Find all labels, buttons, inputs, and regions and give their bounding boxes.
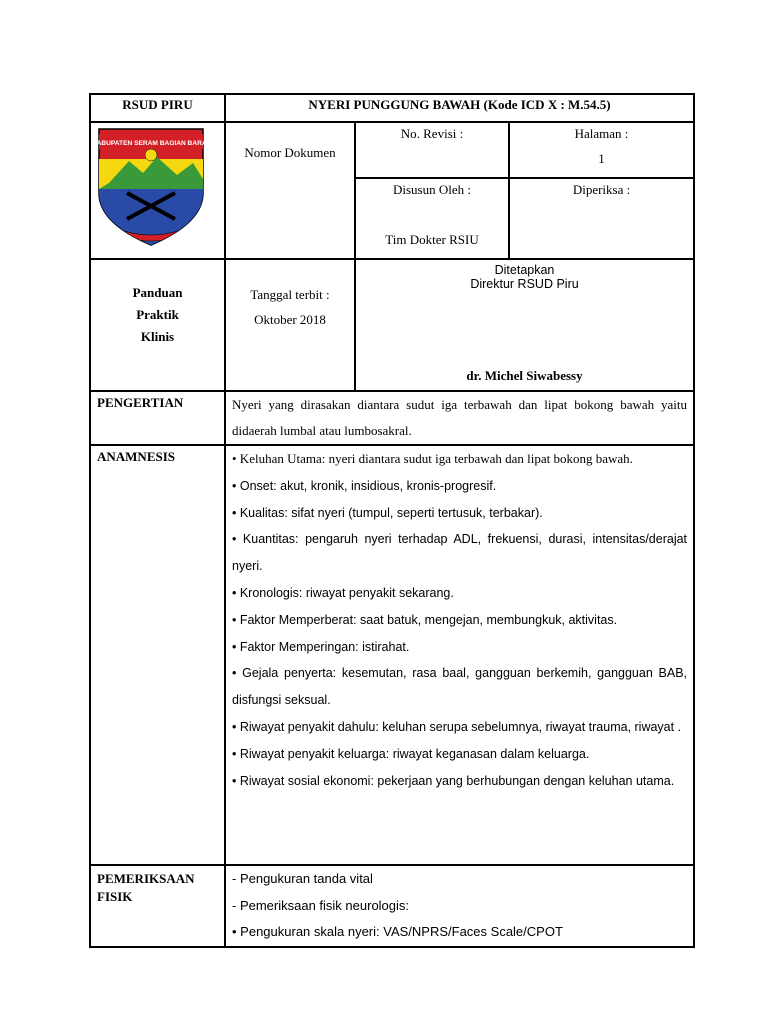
anamnesis-label: ANAMNESIS bbox=[90, 445, 225, 865]
anamnesis-item: • Onset: akut, kronik, insidious, kronis-progresif. bbox=[232, 478, 497, 493]
tanggal-terbit-value: Oktober 2018 bbox=[254, 312, 326, 327]
regency-emblem-logo bbox=[91, 123, 222, 251]
anamnesis-item: • Riwayat sosial ekonomi: pekerjaan yang berhubungan dengan keluhan utama. bbox=[232, 773, 675, 788]
diperiksa-label: Diperiksa : bbox=[509, 178, 694, 259]
pemeriksaan-label-line-1: PEMERIKSAAN bbox=[97, 871, 195, 886]
anamnesis-content bbox=[225, 445, 694, 865]
anamnesis-item: • Kualitas: sifat nyeri (tumpul, seperti tertusuk, terbakar). bbox=[232, 505, 543, 520]
anamnesis-item: • Gejala penyerta: kesemutan, rasa baal, gangguan berkemih, gangguan BAB, disfungsi seksual. bbox=[232, 666, 688, 708]
ppk-line-1: Panduan bbox=[132, 285, 183, 300]
anamnesis-item: • Keluhan Utama: nyeri diantara sudut iga terbawah dan lipat bokong bawah. bbox=[232, 451, 633, 466]
nomor-dokumen-label: Nomor Dokumen bbox=[225, 122, 355, 259]
disusun-label: Disusun Oleh : bbox=[393, 182, 471, 197]
halaman-value: 1 bbox=[598, 151, 605, 166]
pemeriksaan-item: • Pengukuran skala nyeri: VAS/NPRS/Faces Scale/CPOT bbox=[232, 924, 563, 939]
ppk-title-cell bbox=[90, 259, 225, 391]
logo-cell bbox=[90, 122, 225, 259]
tanggal-terbit-label: Tanggal terbit : bbox=[250, 287, 330, 302]
signer-name: dr. Michel Siwabessy bbox=[466, 368, 583, 383]
ppk-line-2: Praktik bbox=[136, 307, 179, 322]
pemeriksaan-label bbox=[90, 865, 225, 947]
anamnesis-item: • Kronologis: riwayat penyakit sekarang. bbox=[232, 585, 454, 600]
pemeriksaan-label-line-2: FISIK bbox=[97, 889, 133, 904]
pemeriksaan-item: - Pemeriksaan fisik neurologis: bbox=[232, 897, 410, 913]
pemeriksaan-item: - Pengukuran tanda vital bbox=[232, 871, 373, 886]
ditetapkan-label: Ditetapkan bbox=[494, 263, 555, 277]
anamnesis-item: • Riwayat penyakit dahulu: keluhan serupa sebelumnya, riwayat trauma, riwayat . bbox=[232, 719, 682, 734]
anamnesis-item: • Faktor Memperberat: saat batuk, mengejan, membungkuk, aktivitas. bbox=[232, 612, 618, 627]
pengertian-text: Nyeri yang dirasakan diantara sudut iga terbawah dan lipat bokong bawah yaitu didaerah lumbal atau lumbosakral. bbox=[225, 391, 694, 445]
pemeriksaan-content bbox=[225, 865, 694, 947]
direktur-label: Direktur RSUD Piru bbox=[470, 277, 579, 291]
ppk-document-table bbox=[89, 93, 695, 948]
disusun-value: Tim Dokter RSIU bbox=[385, 232, 479, 247]
anamnesis-item: • Riwayat penyakit keluarga: riwayat keganasan dalam keluarga. bbox=[232, 746, 590, 761]
logo-banner-text: KABUPATEN SERAM BAGIAN BARAT bbox=[91, 140, 211, 147]
pengertian-label: PENGERTIAN bbox=[90, 391, 225, 445]
halaman-cell bbox=[509, 122, 694, 178]
anamnesis-item: • Kuantitas: pengaruh nyeri terhadap ADL, frekuensi, durasi, intensitas/derajat nyeri. bbox=[232, 532, 688, 574]
anamnesis-item: • Faktor Memperingan: istirahat. bbox=[232, 639, 410, 654]
ditetapkan-cell bbox=[355, 259, 694, 391]
ppk-line-3: Klinis bbox=[140, 329, 175, 344]
halaman-label: Halaman : bbox=[574, 126, 629, 141]
document-title: NYERI PUNGGUNG BAWAH (Kode ICD X : M.54.5) bbox=[225, 94, 694, 122]
tanggal-terbit-cell bbox=[225, 259, 355, 391]
disusun-cell bbox=[355, 178, 509, 259]
hospital-name: RSUD PIRU bbox=[90, 94, 225, 122]
no-revisi-label: No. Revisi : bbox=[355, 122, 509, 178]
